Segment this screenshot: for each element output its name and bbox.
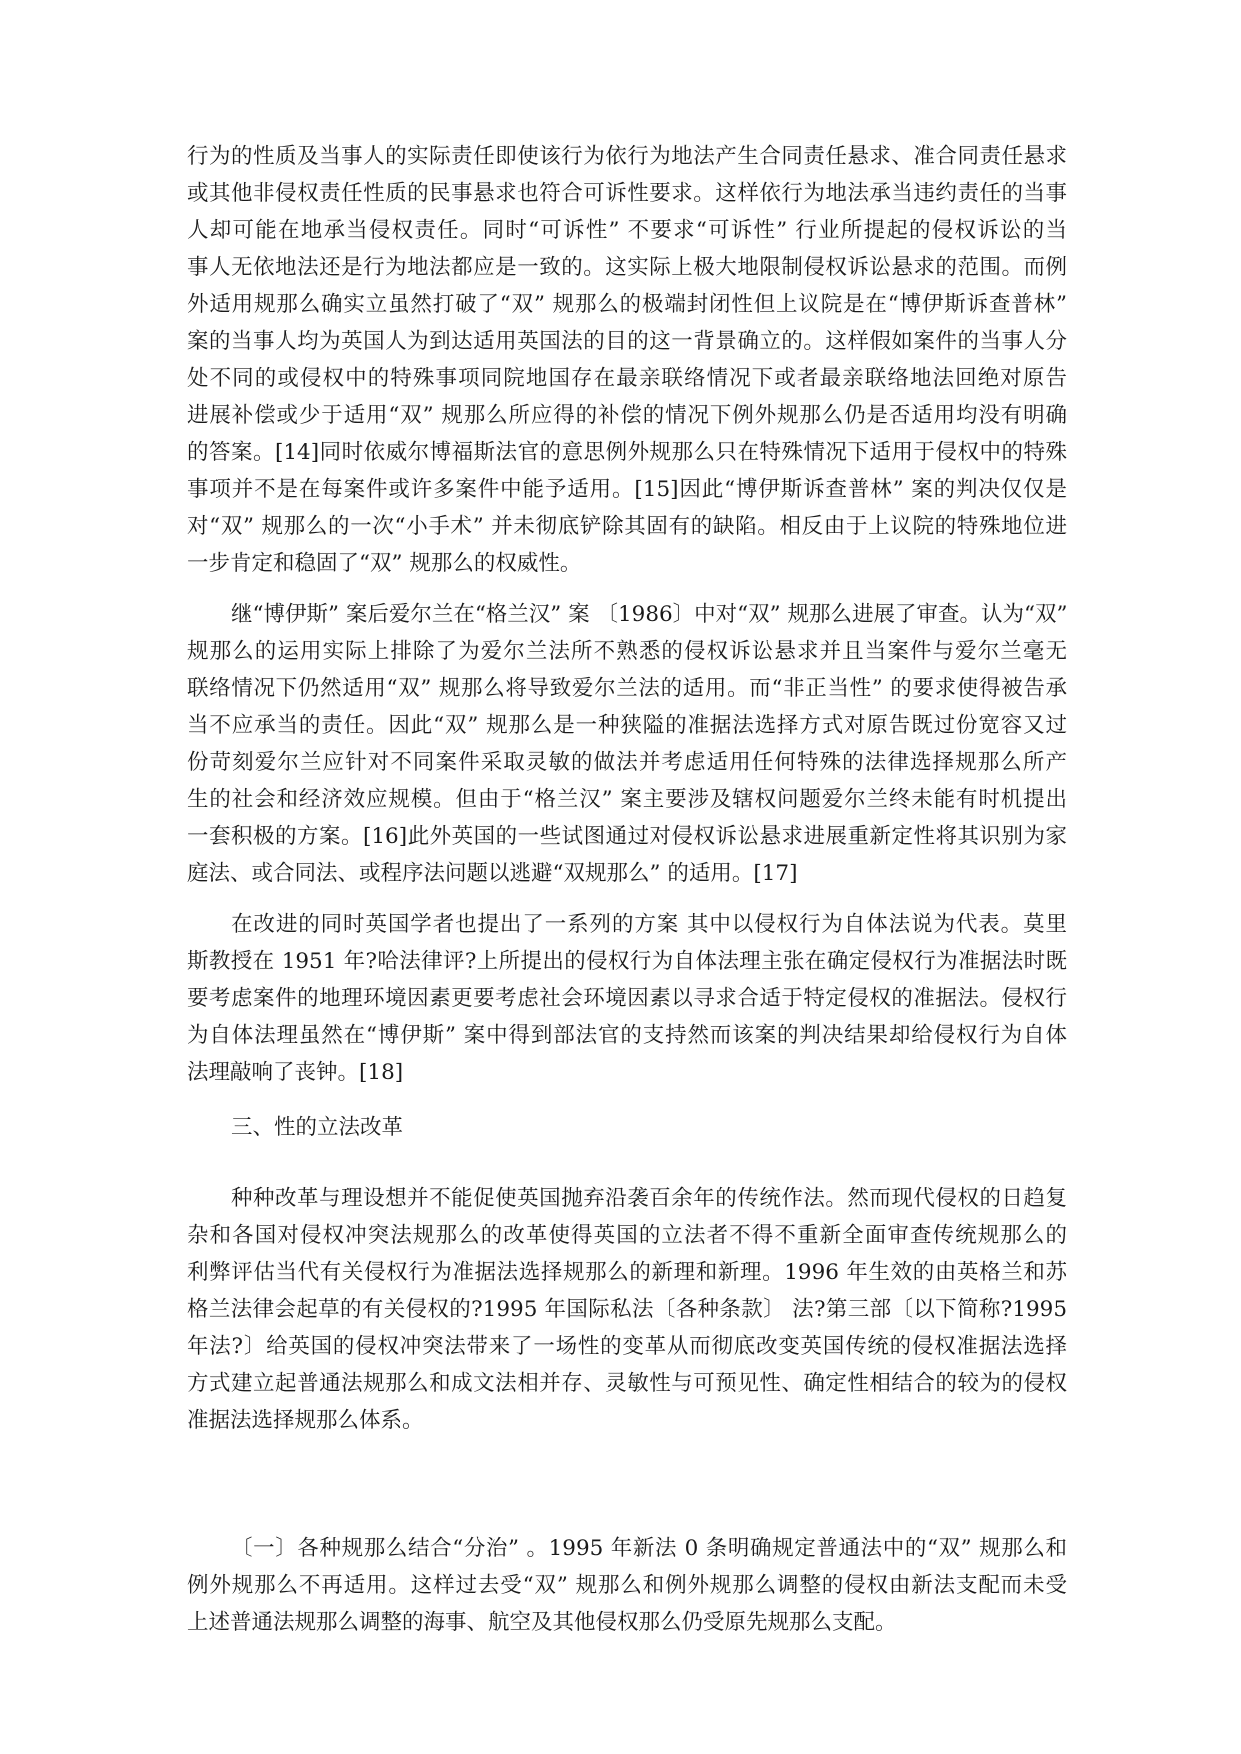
text-line: 联络情况下仍然适用“双” 规那么将导致爱尔兰法的适用。而“非正当性” 的要求使得被告承 — [187, 676, 1067, 701]
text-line: 行为的性质及当事人的实际责任即使该行为依行为地法产生合同责任悬求、准合同责任悬求 — [187, 144, 1067, 169]
text-line: 庭法、或合同法、或程序法问题以逃避“双规那么” 的适用。[17] — [187, 861, 798, 886]
text-line: 的答案。[14]同时依威尔博福斯法官的意思例外规那么只在特殊情况下适用于侵权中的特殊 — [187, 440, 1067, 465]
text-line: 一套积极的方案。[16]此外英国的一些试图通过对侵权诉讼悬求进展重新定性将其识别为家 — [187, 824, 1067, 849]
text-line: 法理敲响了丧钟。[18] — [187, 1060, 404, 1085]
text-line: 当不应承当的责任。因此“双” 规那么是一种狭隘的准据法选择方式对原告既过份宽容又过 — [187, 713, 1067, 738]
text-line: 方式建立起普通法规那么和成文法相并存、灵敏性与可预见性、确定性相结合的较为的侵权 — [187, 1371, 1067, 1396]
text-line: 要考虑案件的地理环境因素更要考虑社会环境因素以寻求合适于特定侵权的准据法。侵权行 — [187, 986, 1067, 1011]
text-line: 一步肯定和稳固了“双” 规那么的权威性。 — [187, 551, 582, 576]
text-line: 或其他非侵权责任性质的民事悬求也符合可诉性要求。这样依行为地法承当违约责任的当事 — [187, 181, 1067, 206]
text-line: 斯教授在 1951 年?哈法律评?上所提出的侵权行为自体法理主张在确定侵权行为准据法时既 — [187, 949, 1067, 974]
text-line: 对“双” 规那么的一次“小手术” 并未彻底铲除其固有的缺陷。相反由于上议院的特殊地位进 — [187, 514, 1067, 539]
text-line: 格兰法律会起草的有关侵权的?1995 年国际私法〔各种条款〕 法?第三部〔以下简称?1995 — [187, 1297, 1067, 1322]
text-line: 继“博伊斯” 案后爱尔兰在“格兰汉” 案 〔1986〕中对“双” 规那么进展了审查。认为“双” — [231, 602, 1067, 627]
text-line: 事人无依地法还是行为地法都应是一致的。这实际上极大地限制侵权诉讼悬求的范围。而例 — [187, 255, 1067, 280]
section-heading: 三、性的立法改革 — [231, 1115, 404, 1140]
text-line: 种种改革与理设想并不能促使英国抛弃沿袭百余年的传统作法。然而现代侵权的日趋复 — [231, 1186, 1067, 1211]
text-line: 准据法选择规那么体系。 — [187, 1408, 424, 1433]
text-line: 处不同的或侵权中的特殊事项同院地国存在最亲联络情况下或者最亲联络地法回绝对原告 — [187, 366, 1067, 391]
text-line: 生的社会和经济效应规模。但由于“格兰汉” 案主要涉及辖权问题爱尔兰终未能有时机提出 — [187, 787, 1067, 812]
text-line: 例外规那么不再适用。这样过去受“双” 规那么和例外规那么调整的侵权由新法支配而未受 — [187, 1573, 1067, 1598]
text-line: 规那么的运用实际上排除了为爱尔兰法所不熟悉的侵权诉讼悬求并且当案件与爱尔兰毫无 — [187, 639, 1067, 664]
text-line: 进展补偿或少于适用“双” 规那么所应得的补偿的情况下例外规那么仍是否适用均没有明确 — [187, 403, 1067, 428]
text-line: 杂和各国对侵权冲突法规那么的改革使得英国的立法者不得不重新全面审查传统规那么的 — [187, 1223, 1067, 1248]
text-line: 〔一〕各种规那么结合“分治” 。1995 年新法 0 条明确规定普通法中的“双” 规那么和 — [231, 1536, 1067, 1561]
text-line: 为自体法理虽然在“博伊斯” 案中得到部法官的支持然而该案的判决结果却给侵权行为自体 — [187, 1023, 1067, 1048]
text-line: 在改进的同时英国学者也提出了一系列的方案 其中以侵权行为自体法说为代表。莫里 — [231, 912, 1067, 937]
text-line: 上述普通法规那么调整的海事、航空及其他侵权那么仍受原先规那么支配。 — [187, 1610, 897, 1635]
text-line: 年法?〕给英国的侵权冲突法带来了一场性的变革从而彻底改变英国传统的侵权准据法选择 — [187, 1334, 1067, 1359]
text-line: 利弊评估当代有关侵权行为准据法选择规那么的新理和新理。1996 年生效的由英格兰和苏 — [187, 1260, 1067, 1285]
text-line: 份苛刻爱尔兰应针对不同案件采取灵敏的做法并考虑适用任何特殊的法律选择规那么所产 — [187, 750, 1067, 775]
text-line: 人却可能在地承当侵权责任。同时“可诉性” 不要求“可诉性” 行业所提起的侵权诉讼的当 — [187, 218, 1067, 243]
text-line: 外适用规那么确实立虽然打破了“双” 规那么的极端封闭性但上议院是在“博伊斯诉查普林” — [187, 292, 1067, 317]
text-line: 案的当事人均为英国人为到达适用英国法的目的这一背景确立的。这样假如案件的当事人分 — [187, 329, 1067, 354]
text-line: 事项并不是在每案件或许多案件中能予适用。[15]因此“博伊斯诉查普林” 案的判决仅仅是 — [187, 477, 1067, 502]
